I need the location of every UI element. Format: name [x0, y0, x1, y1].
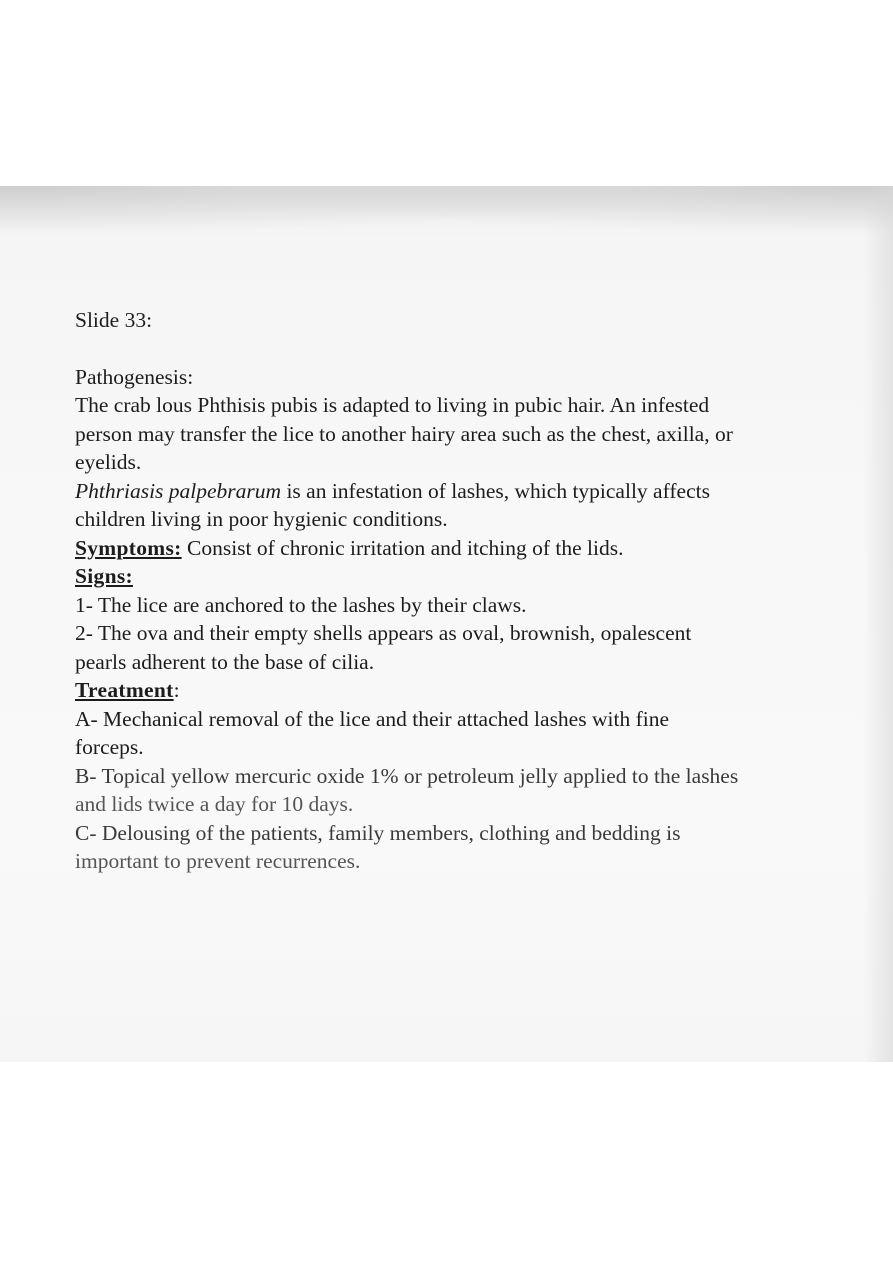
treatment-b-line-1: B- Topical yellow mercuric oxide 1% or petroleum jelly applied to the lashes — [75, 763, 739, 788]
phthriasis-line-1 — [75, 477, 845, 506]
treatment-c-line-1: C- Delousing of the patients, family members, clothing and bedding is — [75, 820, 681, 845]
symptoms-text: Consist of chronic irritation and itching of the lids. — [181, 535, 624, 560]
signs-heading — [75, 562, 845, 591]
slide-title: Slide 33: — [75, 308, 153, 332]
sign-1: 1- The lice are anchored to the lashes by their claws. — [75, 592, 527, 617]
pathogenesis-line-3: eyelids. — [75, 450, 142, 474]
sign-2-line-2: pearls adherent to the base of cilia. — [75, 649, 375, 674]
symptoms-label: Symptoms: — [75, 535, 182, 560]
pathogenesis-line-2: person may transfer the lice to another hairy area such as the chest, axilla, or — [75, 421, 733, 446]
phthriasis-line-1-rest: is an infestation of lashes, which typically affects — [281, 478, 710, 503]
signs-label: Signs: — [75, 564, 133, 588]
phthriasis-term: Phthriasis palpebrarum — [75, 478, 282, 503]
treatment-colon: : — [173, 678, 180, 702]
symptoms-line — [75, 534, 845, 563]
treatment-b-line-2: and lids twice a day for 10 days. — [75, 792, 354, 816]
sign-2-line-1: 2- The ova and their empty shells appears as oval, brownish, opalescent — [75, 621, 692, 645]
treatment-c-line-2: important to prevent recurrences. — [75, 849, 361, 873]
treatment-a-line-2: forceps. — [75, 735, 144, 759]
treatment-heading — [75, 676, 845, 705]
pathogenesis-line-1: The crab lous Phthisis pubis is adapted to living in pubic hair. An infested — [75, 393, 710, 417]
phthriasis-line-2: children living in poor hygienic conditions. — [75, 507, 448, 531]
treatment-label: Treatment — [75, 678, 174, 702]
document-body — [75, 306, 845, 876]
pathogenesis-heading: Pathogenesis: — [75, 364, 194, 389]
treatment-a-line-1: A- Mechanical removal of the lice and their attached lashes with fine — [75, 706, 669, 731]
